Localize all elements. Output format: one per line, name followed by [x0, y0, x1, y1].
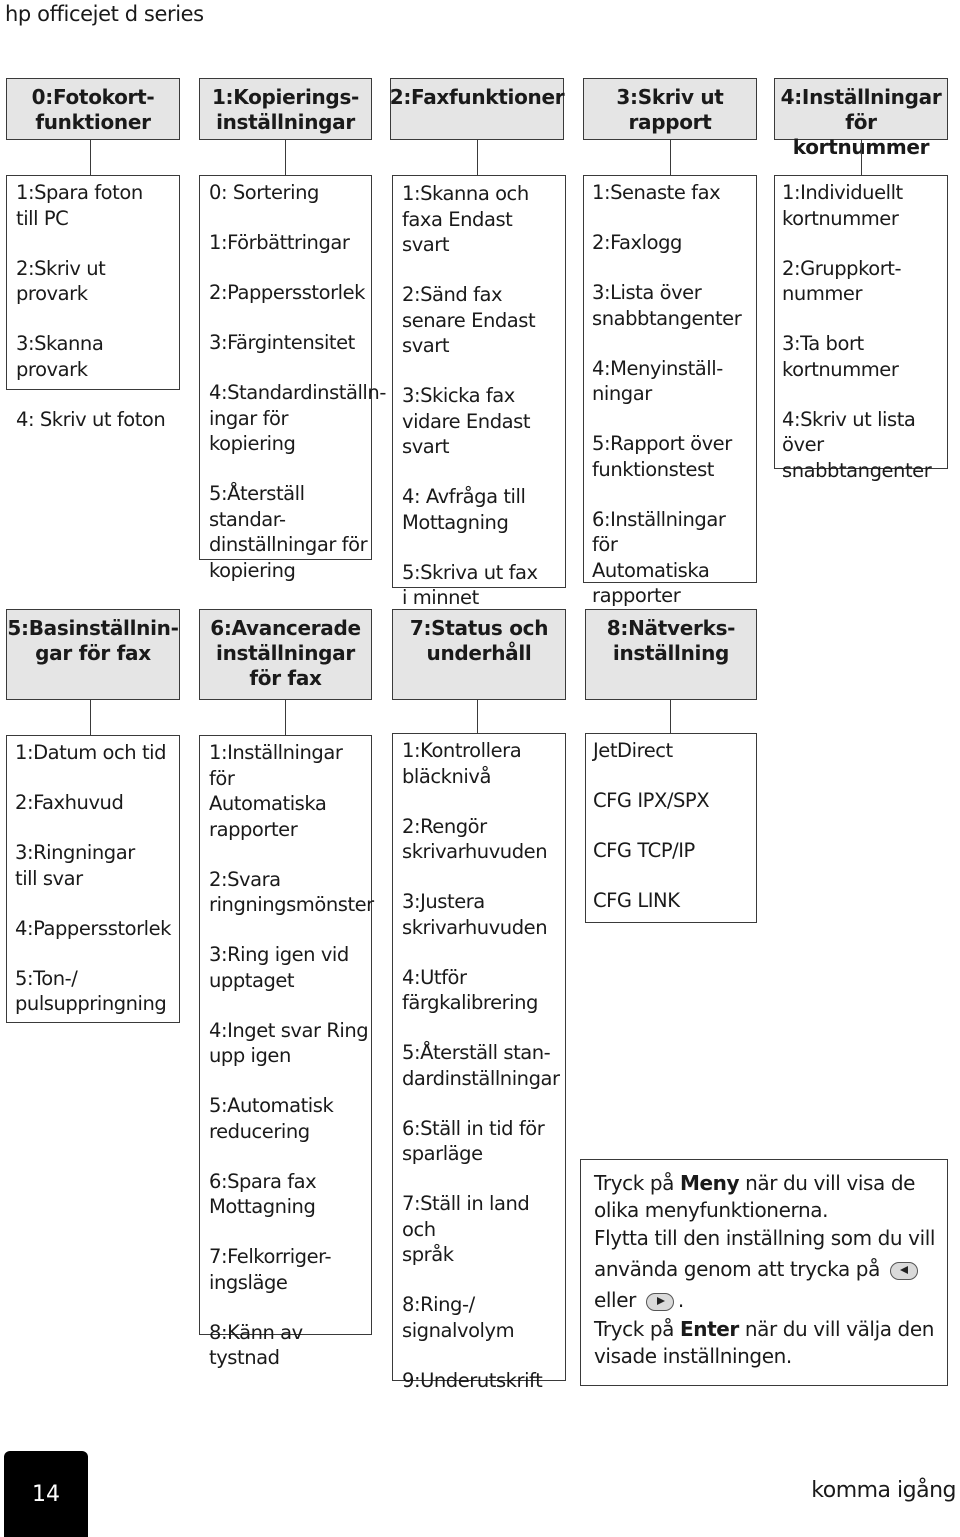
connector-line [670, 140, 671, 175]
menu-item: 1:Förbättringar [209, 231, 350, 254]
menu-item: 4:Menyinställ- ningar [592, 356, 723, 405]
menu-item: 3:Ringningar till svar [15, 841, 135, 890]
menu-item: 1:Kontrollera bläcknivå [402, 739, 522, 788]
running-title: hp officejet d series [5, 2, 204, 26]
menu-item: 6:Ställ in tid för sparläge [402, 1116, 545, 1165]
menu-item: 1:Skanna och faxa Endast svart [402, 182, 529, 256]
menu-item: 5:Återställ stan- dardinställningar [402, 1041, 560, 1090]
connector-line [477, 700, 478, 735]
menu-item: 3:Skanna provark [16, 332, 104, 381]
connector-line [90, 700, 91, 735]
page-number: 14 [4, 1451, 88, 1537]
section-title: komma igång [811, 1478, 956, 1503]
instruction-meny: Tryck på Meny när du vill visa de olika menyfunktionerna. [594, 1171, 916, 1222]
menu-header-natverk: 8:Nätverks- inställning [585, 609, 757, 700]
instruction-enter: Tryck på Enter när du vill välja den visade inställningen. [594, 1317, 935, 1368]
menu-item: 4:Skriv ut lista över snabbtangenter [782, 407, 932, 482]
menu-item: 8:Känn av tystnad [209, 1320, 303, 1369]
menu-item: 4:Standardinställn- ingar för kopiering [209, 381, 386, 455]
menu-item: 2:Faxhuvud [15, 791, 124, 814]
menu-header-faxfunktioner: 2:Faxfunktioner [390, 78, 564, 140]
connector-line [861, 140, 862, 175]
menu-item: 1:Inställningar för Automatiska rapporter [209, 741, 343, 841]
menu-item: 1:Datum och tid [15, 741, 167, 764]
menu-item: 3:Lista över snabbtangenter [592, 281, 742, 330]
connector-line [285, 700, 286, 735]
menu-item: 2:Skriv ut provark [16, 256, 106, 305]
connector-line [670, 700, 671, 735]
menu-item: 3:Justera skrivarhuvuden [402, 890, 548, 939]
connector-line [90, 140, 91, 175]
menu-item: 5:Automatisk reducering [209, 1094, 334, 1143]
menu-item: 4:Utför färgkalibrering [402, 965, 538, 1014]
menu-item: 5:Ton-/ pulsuppringning [15, 966, 167, 1015]
menu-item: 0: Sortering [209, 181, 319, 204]
instruction-navigate: Flytta till den inställning som du vill använda genom att trycka på eller . [594, 1226, 936, 1312]
menu-list-natverk [585, 733, 757, 923]
meny-key-label: Meny [679, 1171, 740, 1195]
menu-item: 4:Inget svar Ring upp igen [209, 1018, 369, 1067]
menu-list-faxfunktioner [392, 175, 566, 609]
menu-item: 6:Inställningar för Automatiska rapporter [592, 507, 726, 607]
menu-item: 6:Spara fax Mottagning [209, 1169, 317, 1218]
menu-item: 4: Skriv ut foton [16, 407, 166, 431]
menu-item: 2:Gruppkort- nummer [782, 256, 902, 305]
menu-header-basinstallningar-fax: 5:Basinställnin- gar för fax [6, 609, 180, 700]
menu-item: 7:Felkorriger- ingsläge [209, 1245, 332, 1294]
menu-header-kortnummer: 4:Inställningar för kortnummer [774, 78, 948, 140]
menu-list-fotokort [6, 175, 180, 431]
menu-item: 1:Individuellt kortnummer [782, 181, 903, 230]
menu-item: 9:Underutskrift [402, 1368, 543, 1392]
menu-item: CFG IPX/SPX [593, 789, 710, 812]
right-arrow-button-icon [646, 1293, 674, 1311]
menu-item: 2:Pappersstorlek [209, 281, 365, 304]
menu-item: 2:Rengör skrivarhuvuden [402, 814, 548, 863]
menu-header-fotokort: 0:Fotokort- funktioner [6, 78, 180, 140]
menu-header-kopiering: 1:Kopierings- inställningar [199, 78, 372, 140]
menu-item: 8:Ring-/ signalvolym [402, 1293, 515, 1342]
menu-item: JetDirect [593, 739, 673, 762]
enter-key-label: Enter [679, 1317, 739, 1341]
menu-item: CFG TCP/IP [593, 839, 695, 862]
menu-item: 3:Ta bort kortnummer [782, 332, 899, 381]
menu-list-kopiering [199, 175, 386, 582]
menu-header-status-underhall: 7:Status och underhåll [392, 609, 566, 700]
connector-line [285, 140, 286, 175]
menu-list-basinstallningar-fax [6, 735, 180, 1023]
menu-item: 7:Ställ in land och språk [402, 1192, 530, 1266]
left-arrow-button-icon [890, 1262, 918, 1280]
menu-item: 5:Skriva ut fax i minnet [402, 560, 538, 609]
connector-line [477, 140, 478, 175]
menu-item: 3:Färgintensitet [209, 331, 355, 354]
instructions-note [580, 1159, 948, 1386]
menu-list-status-underhall [392, 733, 566, 1392]
menu-item: 2:Sänd fax senare Endast svart [402, 283, 536, 357]
menu-item: 3:Ring igen vid upptaget [209, 943, 349, 992]
menu-item: 4:Pappersstorlek [15, 916, 171, 940]
menu-list-kortnummer [774, 175, 948, 482]
menu-item: 5:Rapport över funktionstest [592, 432, 732, 481]
menu-item: 4: Avfråga till Mottagning [402, 485, 526, 534]
menu-header-skriv-ut-rapport: 3:Skriv ut rapport [583, 78, 757, 140]
menu-item: 2:Svara ringningsmönster [209, 867, 374, 916]
menu-header-avancerade-fax: 6:Avancerade inställningar för fax [199, 609, 372, 700]
menu-item: 3:Skicka fax vidare Endast svart [402, 384, 531, 458]
menu-item: 2:Faxlogg [592, 231, 682, 254]
menu-item: 5:Återställ standar- dinställningar för kopiering [209, 482, 368, 582]
menu-list-skriv-ut-rapport [583, 175, 757, 607]
menu-item: CFG LINK [593, 889, 680, 912]
menu-item: 1:Spara foton till PC [16, 181, 143, 230]
menu-item: 1:Senaste fax [592, 181, 721, 204]
menu-list-avancerade-fax [199, 735, 374, 1369]
